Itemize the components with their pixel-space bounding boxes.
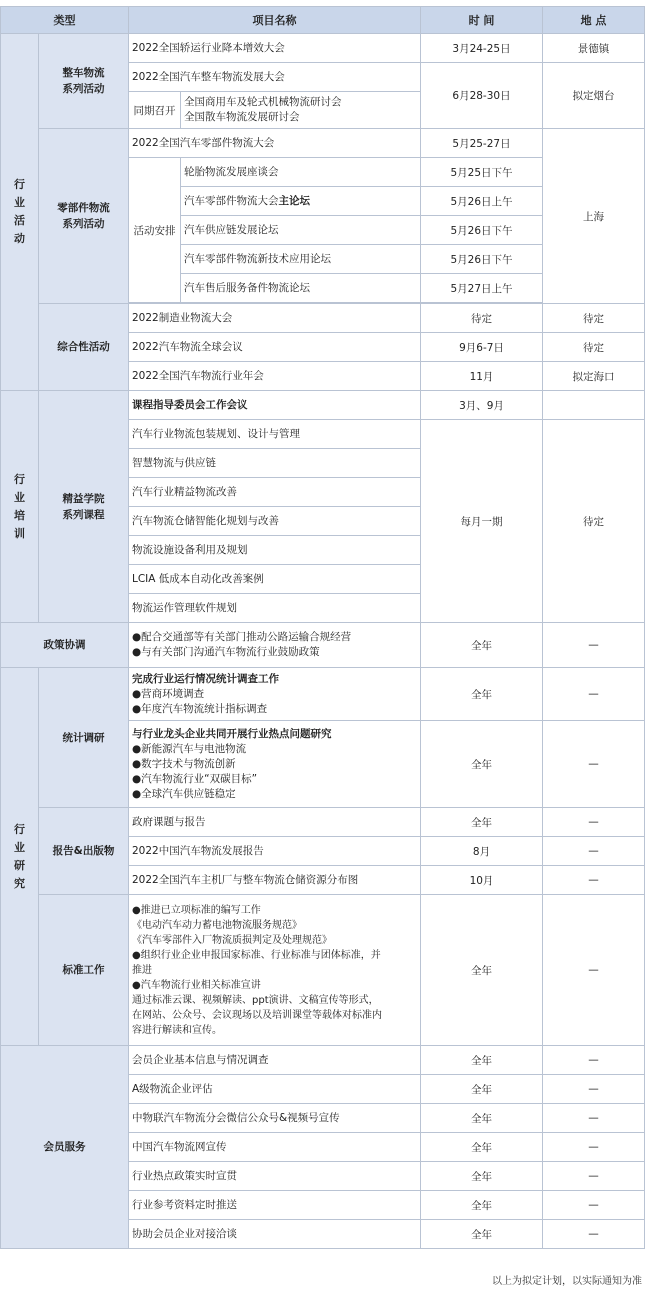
item-cell <box>129 721 421 808</box>
time-cell: 全年 <box>421 1162 543 1191</box>
header-time: 时 间 <box>421 7 543 34</box>
table-row <box>1 1046 645 1075</box>
item-cell: 2022全国汽车物流行业年会 <box>129 362 421 391</box>
item-cell: 汽车售后服务备件物流论坛 <box>181 274 421 303</box>
item-cell: 2022汽车物流全球会议 <box>129 333 421 362</box>
item-cell: 2022全国汽车整车物流发展大会 <box>129 63 421 92</box>
time-cell: 10月 <box>421 866 543 895</box>
footnote: 以上为拟定计划，以实际通知为准 <box>492 1276 642 1287</box>
table-row <box>1 304 645 333</box>
subcategory-reports: 报告&出版物 <box>39 808 129 895</box>
item-line: 在网站、公众号、会议现场以及培训课堂等载体对标准内 <box>132 1009 382 1021</box>
header-type: 类型 <box>1 7 129 34</box>
item-line: ●营商环境调查 <box>132 687 205 700</box>
location-cell: — <box>543 1220 645 1249</box>
time-cell: 全年 <box>421 1075 543 1104</box>
subcategory-parts-logistics: 零部件物流 系列活动 <box>39 129 129 304</box>
time-cell: 全年 <box>421 895 543 1046</box>
item-line: ●推进已立项标准的编写工作 <box>132 904 261 916</box>
subcategory-lean-academy: 精益学院 系列课程 <box>39 391 129 623</box>
location-cell: — <box>543 1162 645 1191</box>
item-cell: 汽车供应链发展论坛 <box>181 216 421 245</box>
item-line: ●与有关部门沟通汽车物流行业鼓励政策 <box>132 646 320 658</box>
item-line: ●数字技术与物流创新 <box>132 757 236 770</box>
location-cell: 待定 <box>543 420 645 623</box>
item-cell: 2022中国汽车物流发展报告 <box>129 837 421 866</box>
item-cell: 会员企业基本信息与情况调查 <box>129 1046 421 1075</box>
location-cell: 拟定烟台 <box>543 63 645 129</box>
category-policy: 政策协调 <box>1 623 129 668</box>
item-cell: 课程指导委员会工作会议 <box>129 391 421 420</box>
item-cell: 轮胎物流发展座谈会 <box>181 158 421 187</box>
time-cell: 5月27日上午 <box>421 274 543 303</box>
time-cell: 5月26日下午 <box>421 216 543 245</box>
location-cell: — <box>543 1133 645 1162</box>
time-cell: 5月26日下午 <box>421 245 543 274</box>
item-cell: LCIA 低成本自动化改善案例 <box>129 565 421 594</box>
item-cell: 汽车行业物流包装规划、设计与管理 <box>129 420 421 449</box>
table-row <box>1 623 645 668</box>
subcategory-statistics: 统计调研 <box>39 668 129 808</box>
location-cell: — <box>543 1075 645 1104</box>
item-cell: 中国汽车物流网宣传 <box>129 1133 421 1162</box>
item-cell: 汽车行业精益物流改善 <box>129 478 421 507</box>
header-row <box>1 7 645 34</box>
item-cell: 汽车零部件物流大会主论坛 <box>181 187 421 216</box>
item-cell <box>129 668 421 721</box>
item-cell: 物流运作管理软件规划 <box>129 594 421 623</box>
time-cell: 5月25日下午 <box>421 158 543 187</box>
item-line: ●年度汽车物流统计指标调查 <box>132 702 268 715</box>
item-line: 推进 <box>132 964 152 976</box>
item-cell: 2022全国汽车主机厂与整车物流仓储资源分布图 <box>129 866 421 895</box>
time-cell: 5月25-27日 <box>421 129 543 158</box>
location-cell: — <box>543 623 645 668</box>
item-line: ●配合交通部等有关部门推动公路运输合规经营 <box>132 631 352 643</box>
time-cell: 3月、9月 <box>421 391 543 420</box>
subcategory-comprehensive: 综合性活动 <box>39 304 129 391</box>
subcategory-standards: 标准工作 <box>39 895 129 1046</box>
item-line: 全国散车物流发展研讨会 <box>184 111 300 123</box>
time-cell: 全年 <box>421 1046 543 1075</box>
location-cell: 待定 <box>543 333 645 362</box>
location-cell: — <box>543 808 645 837</box>
item-cell: 物流设施设备利用及规划 <box>129 536 421 565</box>
time-cell: 8月 <box>421 837 543 866</box>
time-cell: 全年 <box>421 721 543 808</box>
category-member-services: 会员服务 <box>1 1046 129 1249</box>
item-line: ●汽车物流行业相关标准宣讲 <box>132 979 261 991</box>
location-cell: — <box>543 866 645 895</box>
item-line: 全国商用车及轮式机械物流研讨会 <box>184 96 342 108</box>
time-cell: 9月6-7日 <box>421 333 543 362</box>
time-cell: 全年 <box>421 1133 543 1162</box>
location-cell: 待定 <box>543 304 645 333</box>
header-location: 地 点 <box>543 7 645 34</box>
category-industry-training: 行业培训 <box>1 391 39 623</box>
location-cell: 景德镇 <box>543 34 645 63</box>
category-industry-research: 行业研究 <box>1 668 39 1046</box>
item-line: ●组织行业企业申报国家标准、行业标准与团体标准，并 <box>132 949 381 961</box>
time-cell: 5月26日上午 <box>421 187 543 216</box>
time-cell: 待定 <box>421 304 543 333</box>
item-cell: 中物联汽车物流分会微信公众号&视频号宣传 <box>129 1104 421 1133</box>
item-cell: A级物流企业评估 <box>129 1075 421 1104</box>
category-industry-activities: 行业活动 <box>1 34 39 391</box>
item-cell: 2022制造业物流大会 <box>129 304 421 333</box>
item-cell: 2022全国轿运行业降本增效大会 <box>129 34 421 63</box>
table-row <box>1 129 645 158</box>
item-line: ●新能源汽车与电池物流 <box>132 742 247 755</box>
time-cell: 全年 <box>421 1191 543 1220</box>
item-line: 通过标准云课、视频解读、ppt演讲、文稿宣传等形式， <box>132 994 379 1006</box>
item-cell: 汽车物流仓储智能化规划与改善 <box>129 507 421 536</box>
time-cell: 3月24-25日 <box>421 34 543 63</box>
table-row <box>1 391 645 420</box>
item-cell: 汽车零部件物流新技术应用论坛 <box>181 245 421 274</box>
location-cell <box>543 391 645 420</box>
table-row <box>1 668 645 721</box>
location-cell: — <box>543 837 645 866</box>
item-cell: 2022全国汽车零部件物流大会 <box>129 129 421 158</box>
item-line: 《电动汽车动力蓄电池物流服务规范》 <box>132 919 302 931</box>
item-cell: 智慧物流与供应链 <box>129 449 421 478</box>
header-project: 项目名称 <box>129 7 421 34</box>
item-heading: 与行业龙头企业共同开展行业热点问题研究 <box>132 727 332 740</box>
location-cell: — <box>543 668 645 721</box>
time-cell: 6月28-30日 <box>421 63 543 129</box>
item-heading: 完成行业运行情况统计调查工作 <box>132 672 279 685</box>
location-cell: 拟定海口 <box>543 362 645 391</box>
location-cell: 上海 <box>543 129 645 304</box>
subcategory-vehicle-logistics: 整车物流 系列活动 <box>39 34 129 129</box>
time-cell: 11月 <box>421 362 543 391</box>
group-label: 同期召开 <box>129 92 181 129</box>
item-cell: 行业参考资料定时推送 <box>129 1191 421 1220</box>
item-line: ●汽车物流行业“双碳目标” <box>132 772 258 785</box>
location-cell: — <box>543 895 645 1046</box>
group-label: 活动安排 <box>129 158 181 303</box>
item-line: ●全球汽车供应链稳定 <box>132 787 236 800</box>
table-row <box>1 895 645 1046</box>
item-cell <box>129 623 421 668</box>
location-cell: — <box>543 1104 645 1133</box>
plan-table <box>0 6 645 1249</box>
item-cell <box>181 92 421 129</box>
time-cell: 每月一期 <box>421 420 543 623</box>
location-cell: — <box>543 1191 645 1220</box>
time-cell: 全年 <box>421 668 543 721</box>
item-line: 容进行解读和宣传。 <box>132 1024 222 1036</box>
item-cell <box>129 895 421 1046</box>
table-row <box>1 34 645 63</box>
table-row <box>1 808 645 837</box>
time-cell: 全年 <box>421 1104 543 1133</box>
location-cell: — <box>543 721 645 808</box>
time-cell: 全年 <box>421 1220 543 1249</box>
item-cell: 行业热点政策实时宣贯 <box>129 1162 421 1191</box>
item-line: 《汽车零部件入厂物流质损判定及处理规范》 <box>132 934 332 946</box>
item-cell: 政府课题与报告 <box>129 808 421 837</box>
time-cell: 全年 <box>421 808 543 837</box>
location-cell: — <box>543 1046 645 1075</box>
item-cell: 协助会员企业对接洽谈 <box>129 1220 421 1249</box>
time-cell: 全年 <box>421 623 543 668</box>
